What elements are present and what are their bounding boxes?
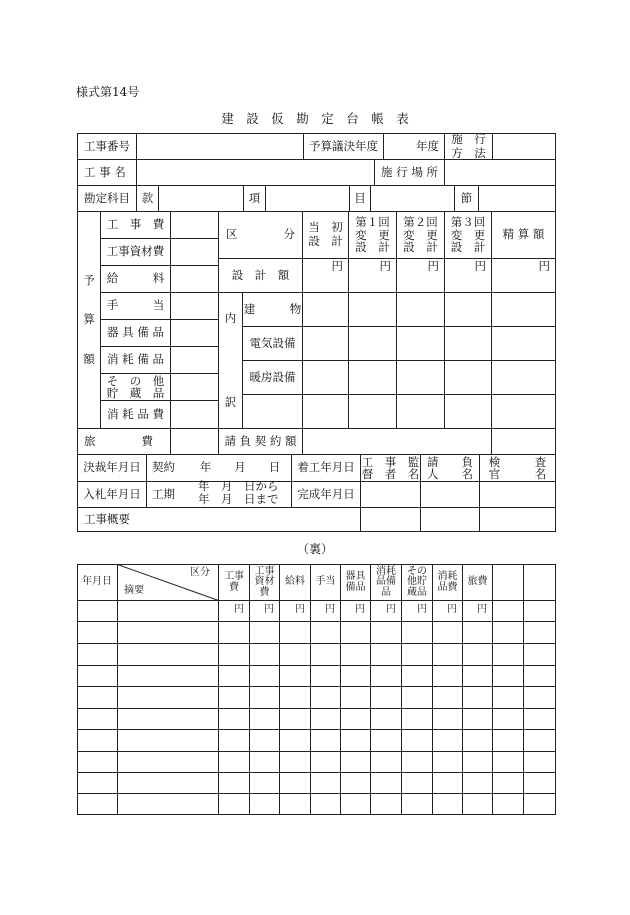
back-yen-unit: 円 [417, 604, 427, 615]
label-seko-houhou: 施 行 方 法 [451, 131, 486, 160]
budget-item: 器 具 備 品 [107, 325, 164, 340]
label-kensa-kan: 検 査 官 名 [488, 454, 547, 481]
label-kan: 款 [141, 190, 154, 205]
back-yen-unit: 円 [477, 604, 487, 615]
back-column-header: 給料 [285, 576, 305, 588]
back-yen-unit: 円 [386, 604, 396, 615]
yen-unit: 円 [379, 259, 391, 274]
label-kanjo-kamoku: 勘定科目 [84, 190, 130, 205]
back-column-header: 工事 費 [224, 571, 244, 593]
label-kouji-bangou: 工事番号 [84, 138, 130, 153]
label-kou: 項 [248, 190, 261, 205]
back-yen-unit: 円 [295, 604, 305, 615]
back-column-header: 手当 [315, 576, 336, 588]
label-uchiwake-bottom: 訳 [224, 395, 237, 410]
budget-item: 工事資材費 [106, 244, 165, 259]
label-back-nengappi: 年月日 [82, 576, 112, 587]
form-number: 様式第14号 [76, 84, 140, 99]
breakdown-item: 電気設備 [249, 335, 296, 350]
back-yen-unit: 円 [325, 604, 335, 615]
yen-unit: 円 [474, 259, 486, 274]
back-yen-unit: 円 [264, 604, 274, 615]
back-column-header: 工事 資材 費 [254, 565, 275, 598]
label-back-tekiyou: 摘要 [124, 585, 144, 596]
label-kubun: 区 分 [226, 227, 295, 242]
yen-unit: 円 [538, 259, 550, 274]
date-placeholder: 年 月 日 [199, 460, 281, 475]
label-nendo: 年度 [416, 138, 439, 153]
breakdown-item: 建 物 [243, 301, 302, 316]
column-header: 第１回 変 更 設 計 [355, 215, 390, 255]
back-yen-unit: 円 [355, 604, 365, 615]
breakdown-item: 暖房設備 [249, 369, 296, 384]
back-column-header: その 他貯 蔵品 [407, 565, 427, 598]
column-header: 当 初 設 計 [308, 220, 343, 248]
label-yosan-giketsu-nendo: 予算議決年度 [309, 138, 378, 153]
label-kantoku-sha: 工 事 監 督 者 名 [361, 454, 420, 481]
back-column-header: 器具 備品 [345, 571, 366, 593]
label-kouji-mei: 工 事 名 [84, 164, 126, 179]
yen-unit: 円 [331, 259, 343, 274]
column-header: 第３回 変 更 設 計 [450, 215, 486, 255]
label-kansei-nengappi: 完成年月日 [297, 486, 355, 501]
label-nyusatsu-nengappi: 入札年月日 [83, 486, 141, 501]
label-ukeoi-keiyaku-gaku: 請 負 契 約 額 [224, 433, 297, 448]
back-column-header: 消耗 品費 [437, 571, 458, 593]
label-uchiwake-top: 内 [224, 311, 237, 326]
budget-item: 消 耗 品 費 [107, 406, 164, 421]
budget-item: 消 耗 備 品 [107, 352, 164, 367]
label-chakko-nengappi: 着工年月日 [297, 460, 355, 475]
back-side-label: （裏） [296, 541, 333, 556]
label-ryohi: 旅 費 [84, 433, 153, 448]
budget-item: 手 当 [106, 298, 165, 313]
budget-item: 給 料 [106, 271, 165, 286]
label-sekkei-gaku: 設 計 額 [231, 267, 290, 282]
label-keiyaku: 契約 [152, 460, 175, 475]
back-yen-unit: 円 [447, 604, 457, 615]
label-kessai-nengappi: 決裁年月日 [83, 460, 141, 475]
label-kouji-gaiyou: 工事概要 [84, 511, 130, 526]
column-header: 第２回 変 更 設 計 [403, 215, 438, 255]
label-moku: 目 [354, 190, 366, 205]
label-yosan-gaku: 予 算 額 [83, 272, 95, 367]
yen-unit: 円 [427, 259, 439, 274]
back-column-header: 旅費 [467, 576, 488, 588]
label-setsu: 節 [460, 190, 473, 205]
kouki-to: 年 月 日まで [198, 492, 279, 507]
label-ukeoi-nin: 請 負 人 名 [427, 454, 473, 481]
budget-item: 工 事 費 [106, 217, 165, 232]
kouki-from: 年 月 日から [198, 479, 279, 494]
budget-item: そ の 他 貯 蔵 品 [106, 373, 165, 400]
back-column-header: 消耗 品備 品 [376, 565, 396, 598]
label-kouki: 工期 [152, 486, 175, 501]
page-title: 建 設 仮 勘 定 台 帳 表 [221, 110, 409, 126]
label-back-kubun: 区分 [190, 567, 210, 578]
column-header: 精 算 額 [502, 227, 545, 242]
back-yen-unit: 円 [234, 604, 244, 615]
label-seko-basho: 施 行 場 所 [381, 164, 438, 179]
